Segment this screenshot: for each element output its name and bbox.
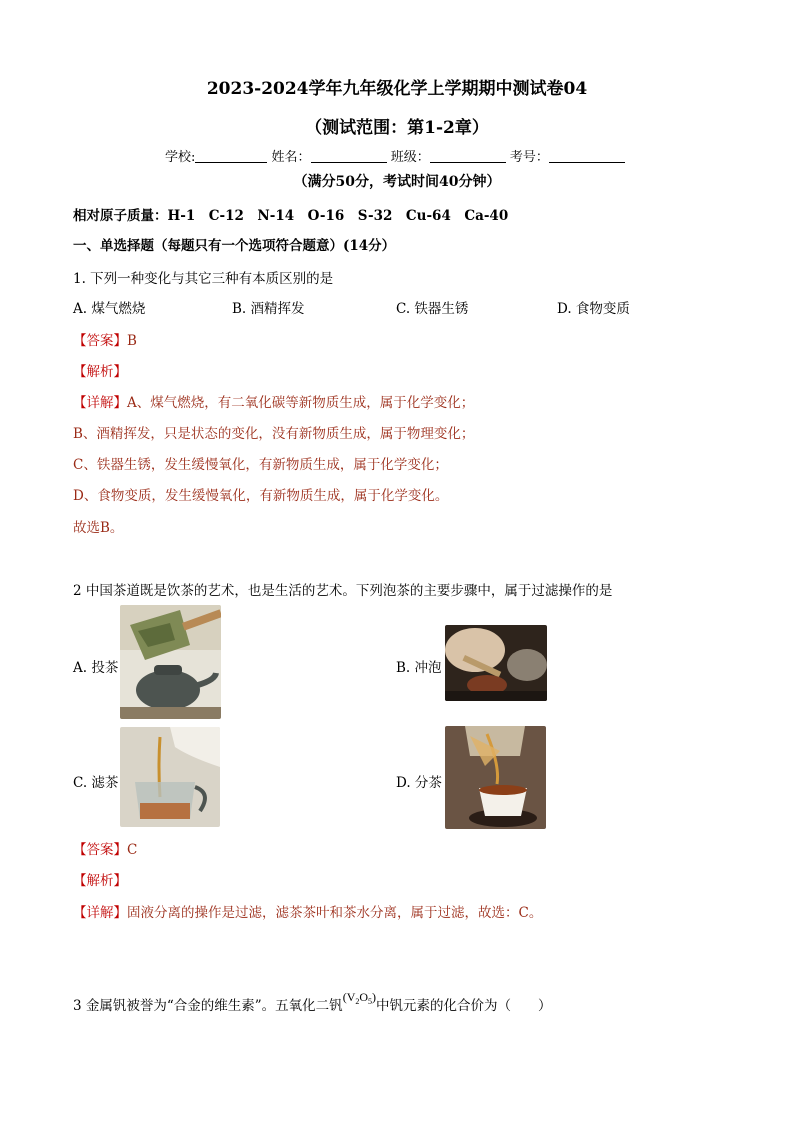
exam-number-label: 考号：: [509, 150, 549, 165]
answer-tag: 【答案】: [73, 842, 127, 858]
tea-pouring-leaves-image: [120, 605, 221, 719]
q1-detail-line: B、酒精挥发，只是状态的变化，没有新物质生成，属于物理变化；: [73, 426, 475, 442]
q3-stem-end: 中钒元素的化合价为（ ）: [376, 998, 552, 1014]
q2-analysis-tag: 【解析】: [73, 873, 127, 889]
answer-value: C: [127, 842, 138, 858]
q3-stem-start: 3 金属钒被誉为“合金的维生素”。五氧化二钒: [73, 998, 343, 1014]
formula-paren: ): [372, 990, 377, 1004]
score-info: （满分50分，考试时间40分钟）: [293, 174, 501, 190]
q2-detail-line: [73, 901, 542, 921]
detail-tag: 【详解】: [73, 905, 127, 921]
q1-detail-line: [73, 391, 474, 411]
q1-analysis-tag: 【解析】: [73, 364, 127, 380]
formula-element: O: [359, 990, 369, 1004]
formula-subscript: 5: [368, 997, 373, 1006]
q3-stem: [73, 990, 552, 1015]
detail-tag: 【详解】: [73, 395, 127, 411]
school-label: 学校:: [165, 150, 196, 165]
q1-option-a: A. 煤气燃烧: [73, 301, 146, 317]
info-fields: [165, 146, 625, 165]
q1-detail-line: C、铁器生锈，发生缓慢氧化，有新物质生成，属于化学变化；: [73, 457, 448, 473]
vanadium-pentoxide-formula: [343, 990, 376, 1004]
q1-stem: 1. 下列一种变化与其它三种有本质区别的是: [73, 271, 334, 287]
exam-title: 2023-2024学年九年级化学上学期期中测试卷04: [206, 79, 588, 99]
test-scope: （测试范围：第1-2章）: [305, 118, 489, 138]
tea-serving-image: [445, 726, 546, 829]
q2-stem: 2 中国茶道既是饮茶的艺术，也是生活的艺术。下列泡茶的主要步骤中，属于过滤操作的是: [73, 583, 613, 599]
q2-option-d: D. 分茶: [396, 775, 442, 791]
q2-option-a: A. 投茶: [73, 660, 119, 676]
class-label: 班级：: [390, 150, 430, 165]
tea-straining-image: [120, 727, 220, 827]
formula-subscript: 2: [355, 997, 360, 1006]
answer-tag: 【答案】: [73, 333, 127, 349]
name-label: 姓名：: [271, 150, 311, 165]
formula-element: V: [346, 990, 356, 1004]
detail-text: A、煤气燃烧，有二氧化碳等新物质生成，属于化学变化；: [127, 395, 475, 411]
atomic-mass: 相对原子质量：H-1 C-12 N-14 O-16 S-32 Cu-64 Ca-40: [73, 208, 509, 224]
q2-option-c: C. 滤茶: [73, 775, 119, 791]
school-blank: [195, 149, 267, 163]
detail-text: 固液分离的操作是过滤，滤茶茶叶和茶水分离，属于过滤，故选：C。: [127, 905, 543, 921]
q1-option-b: B. 酒精挥发: [232, 301, 305, 317]
q1-option-c: C. 铁器生锈: [396, 301, 469, 317]
answer-value: B: [127, 333, 137, 349]
tea-brewing-image: [445, 625, 547, 701]
q1-answer: [73, 329, 137, 349]
exam-number-blank: [549, 149, 625, 163]
q2-answer: [73, 838, 137, 858]
formula-paren: (: [342, 990, 347, 1004]
q1-option-d: D. 食物变质: [557, 301, 630, 317]
q1-detail-line: D、食物变质，发生缓慢氧化，有新物质生成，属于化学变化。: [73, 488, 449, 504]
class-blank: [430, 149, 506, 163]
section-heading: 一、单选择题（每题只有一个选项符合题意）(14分）: [73, 238, 396, 254]
q2-option-b: B. 冲泡: [396, 660, 442, 676]
q1-conclusion: 故选B。: [73, 520, 124, 536]
name-blank: [311, 149, 387, 163]
